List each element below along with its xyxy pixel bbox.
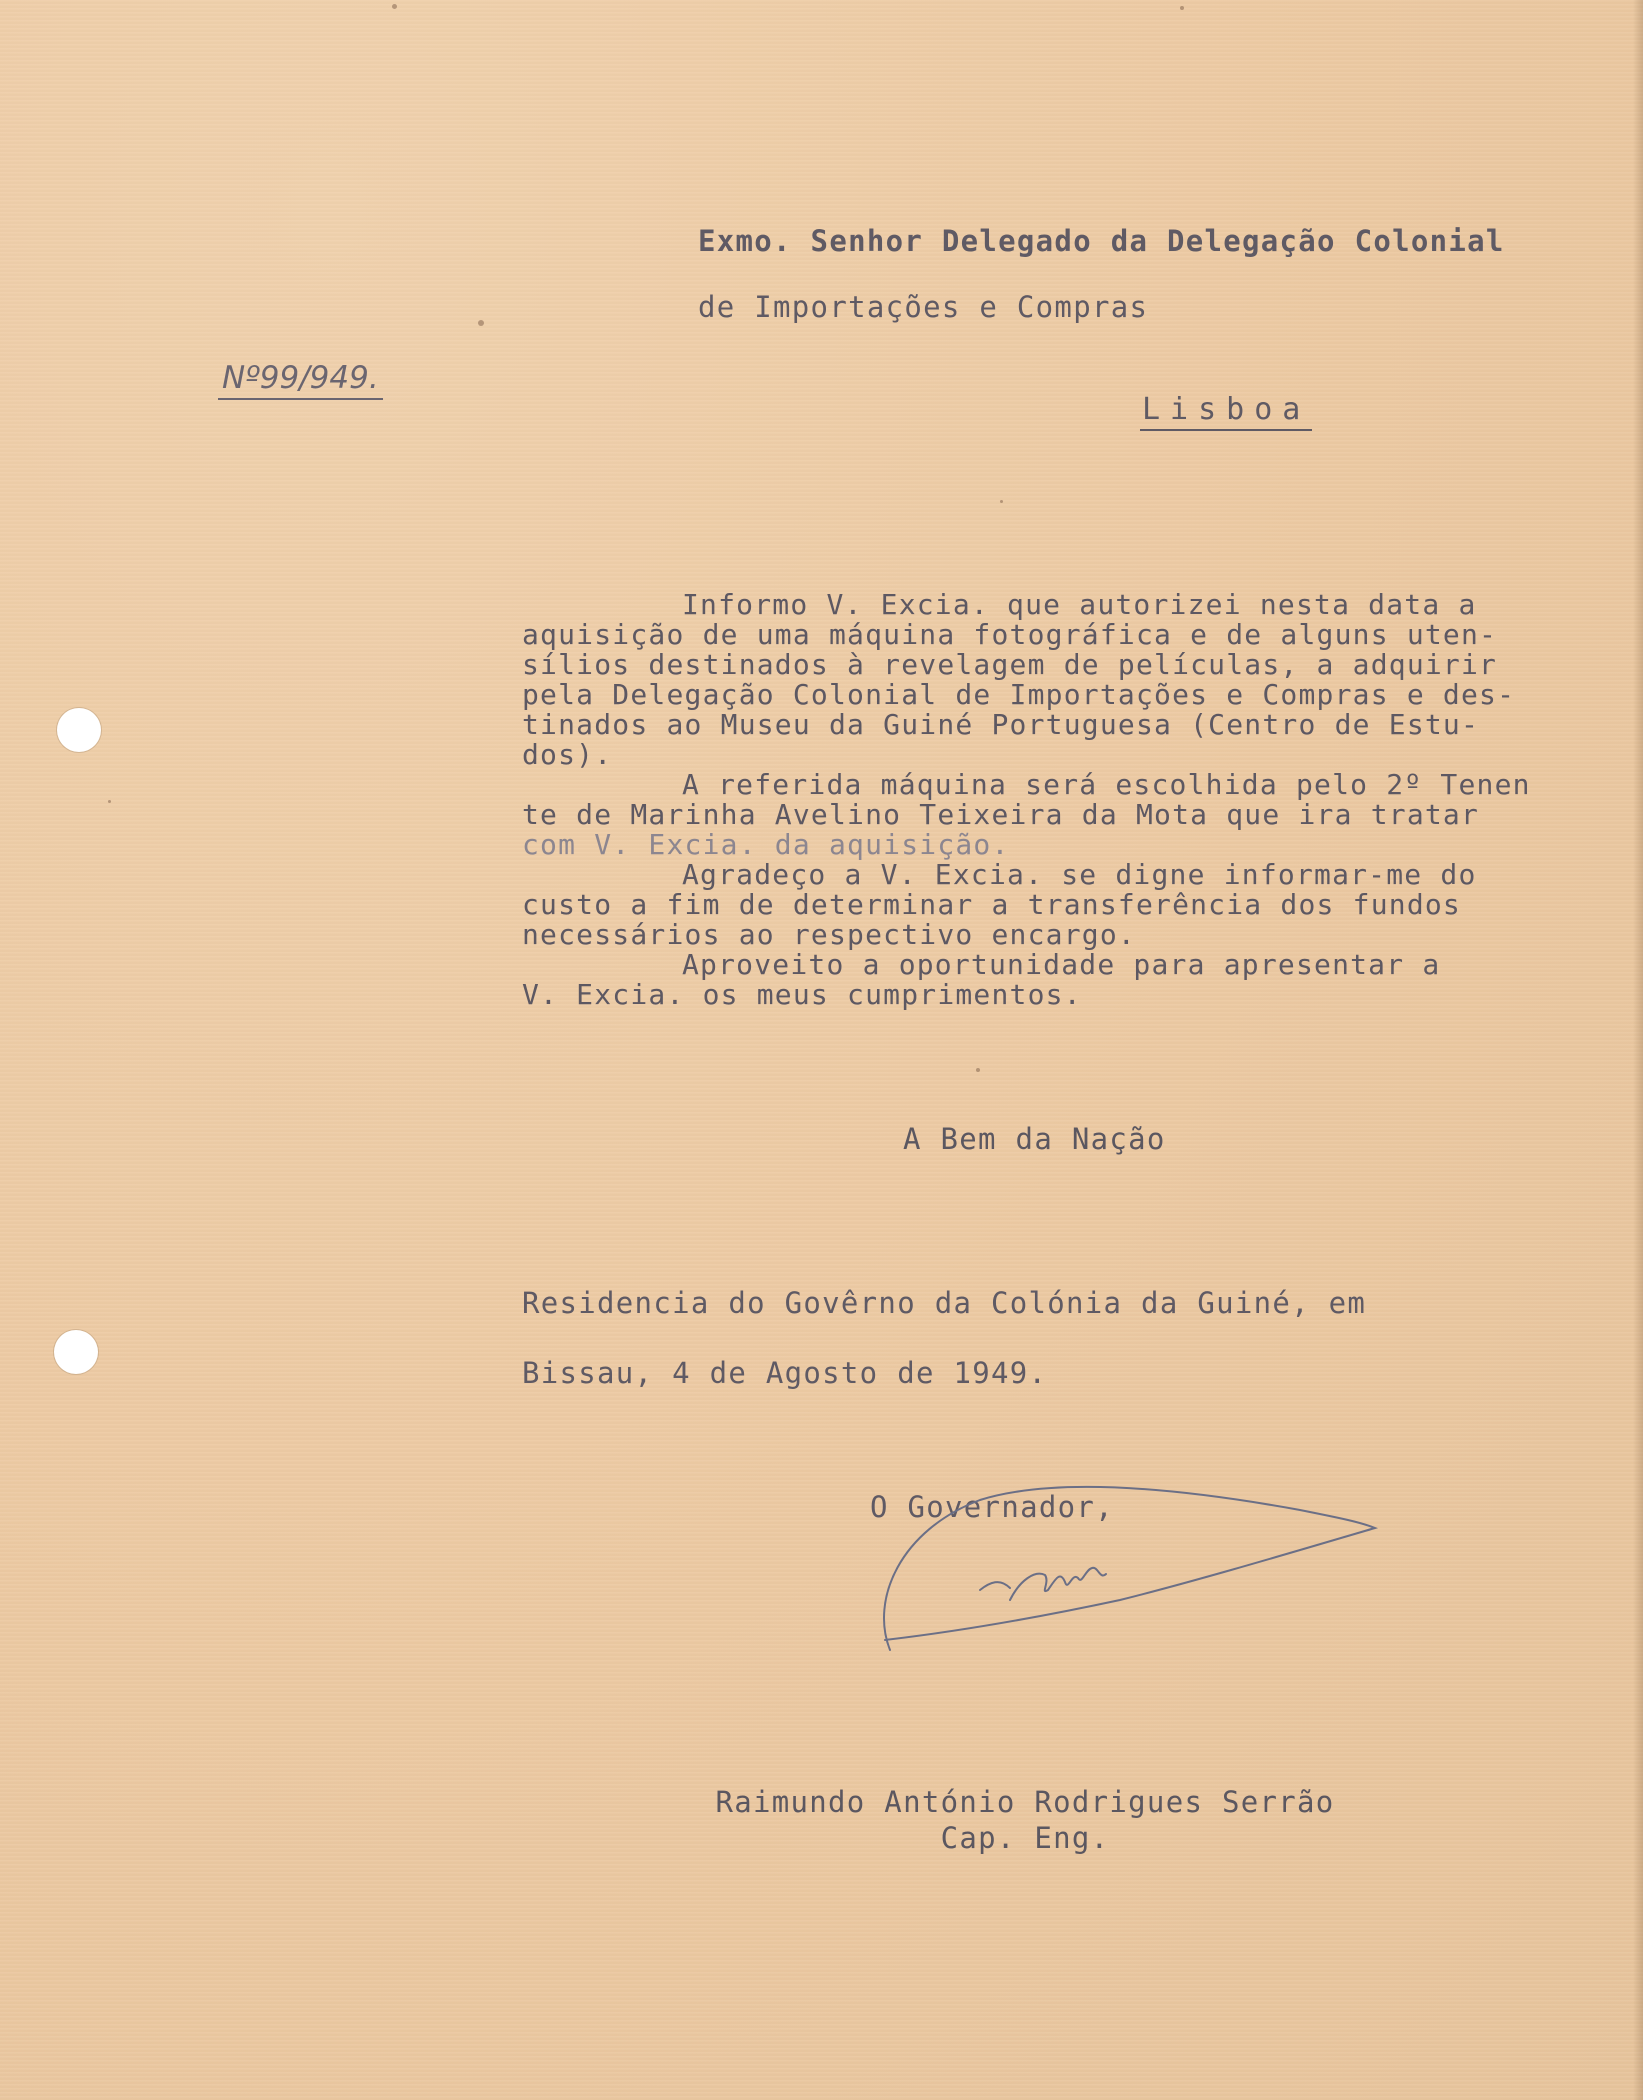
- body-line: tinados ao Museu da Guiné Portuguesa (Centro de Estu-: [522, 708, 1480, 741]
- paper-speck: [976, 1068, 980, 1072]
- place-line-1: Residencia do Govêrno da Colónia da Guiné, em: [522, 1286, 1367, 1320]
- body-line: Informo V. Excia. que autorizei nesta data a: [682, 588, 1477, 621]
- letter-body: [522, 590, 1632, 1010]
- signatory-name: Raimundo António Rodrigues Serrão: [715, 1785, 1335, 1819]
- signatory-rank: Cap. Eng.: [940, 1821, 1110, 1855]
- body-line: sílios destinados à revelagem de películas, a adquirir: [522, 648, 1498, 681]
- body-line: dos).: [522, 738, 613, 771]
- paper-speck: [478, 320, 484, 326]
- body-line: Aproveito a oportunidade para apresentar a: [682, 948, 1441, 981]
- addressee-line-2: de Importações e Compras: [698, 290, 1149, 324]
- body-line: necessários ao respectivo encargo.: [522, 918, 1136, 951]
- body-line: custo a fim de determinar a transferência dos fundos: [522, 888, 1461, 921]
- body-line: pela Delegação Colonial de Importações e Compras e des-: [522, 678, 1516, 711]
- closing-salutation: A Bem da Nação: [903, 1122, 1166, 1156]
- paper-edge-shadow: [1633, 0, 1643, 2100]
- body-line: aquisição de uma máquina fotográfica e de alguns uten-: [522, 618, 1498, 651]
- body-line: A referida máquina será escolhida pelo 2º Tenen: [682, 768, 1531, 801]
- addressee-line-1: Exmo. Senhor Delegado da Delegação Colonial: [698, 224, 1505, 258]
- reference-number: Nº99/949.: [218, 360, 383, 400]
- body-line: V. Excia. os meus cumprimentos.: [522, 978, 1082, 1011]
- punch-hole-icon: [54, 1330, 98, 1374]
- paper-speck: [1000, 500, 1003, 503]
- handwritten-signature-icon: [860, 1470, 1400, 1670]
- paper-speck: [108, 800, 111, 803]
- paper-speck: [392, 4, 397, 9]
- punch-hole-icon: [57, 708, 101, 752]
- addressee-city: Lisboa: [1140, 392, 1312, 431]
- paper-speck: [1180, 6, 1184, 10]
- body-line: Agradeço a V. Excia. se digne informar-me do: [682, 858, 1477, 891]
- body-line: te de Marinha Avelino Teixeira da Mota que ira tratar: [522, 798, 1480, 831]
- body-line: com V. Excia. da aquisição.: [522, 828, 1010, 861]
- signatory-role: O Governador,: [870, 1490, 1114, 1524]
- signatory-name-block: [690, 1784, 1360, 1856]
- place-line-2: Bissau, 4 de Agosto de 1949.: [522, 1356, 1048, 1390]
